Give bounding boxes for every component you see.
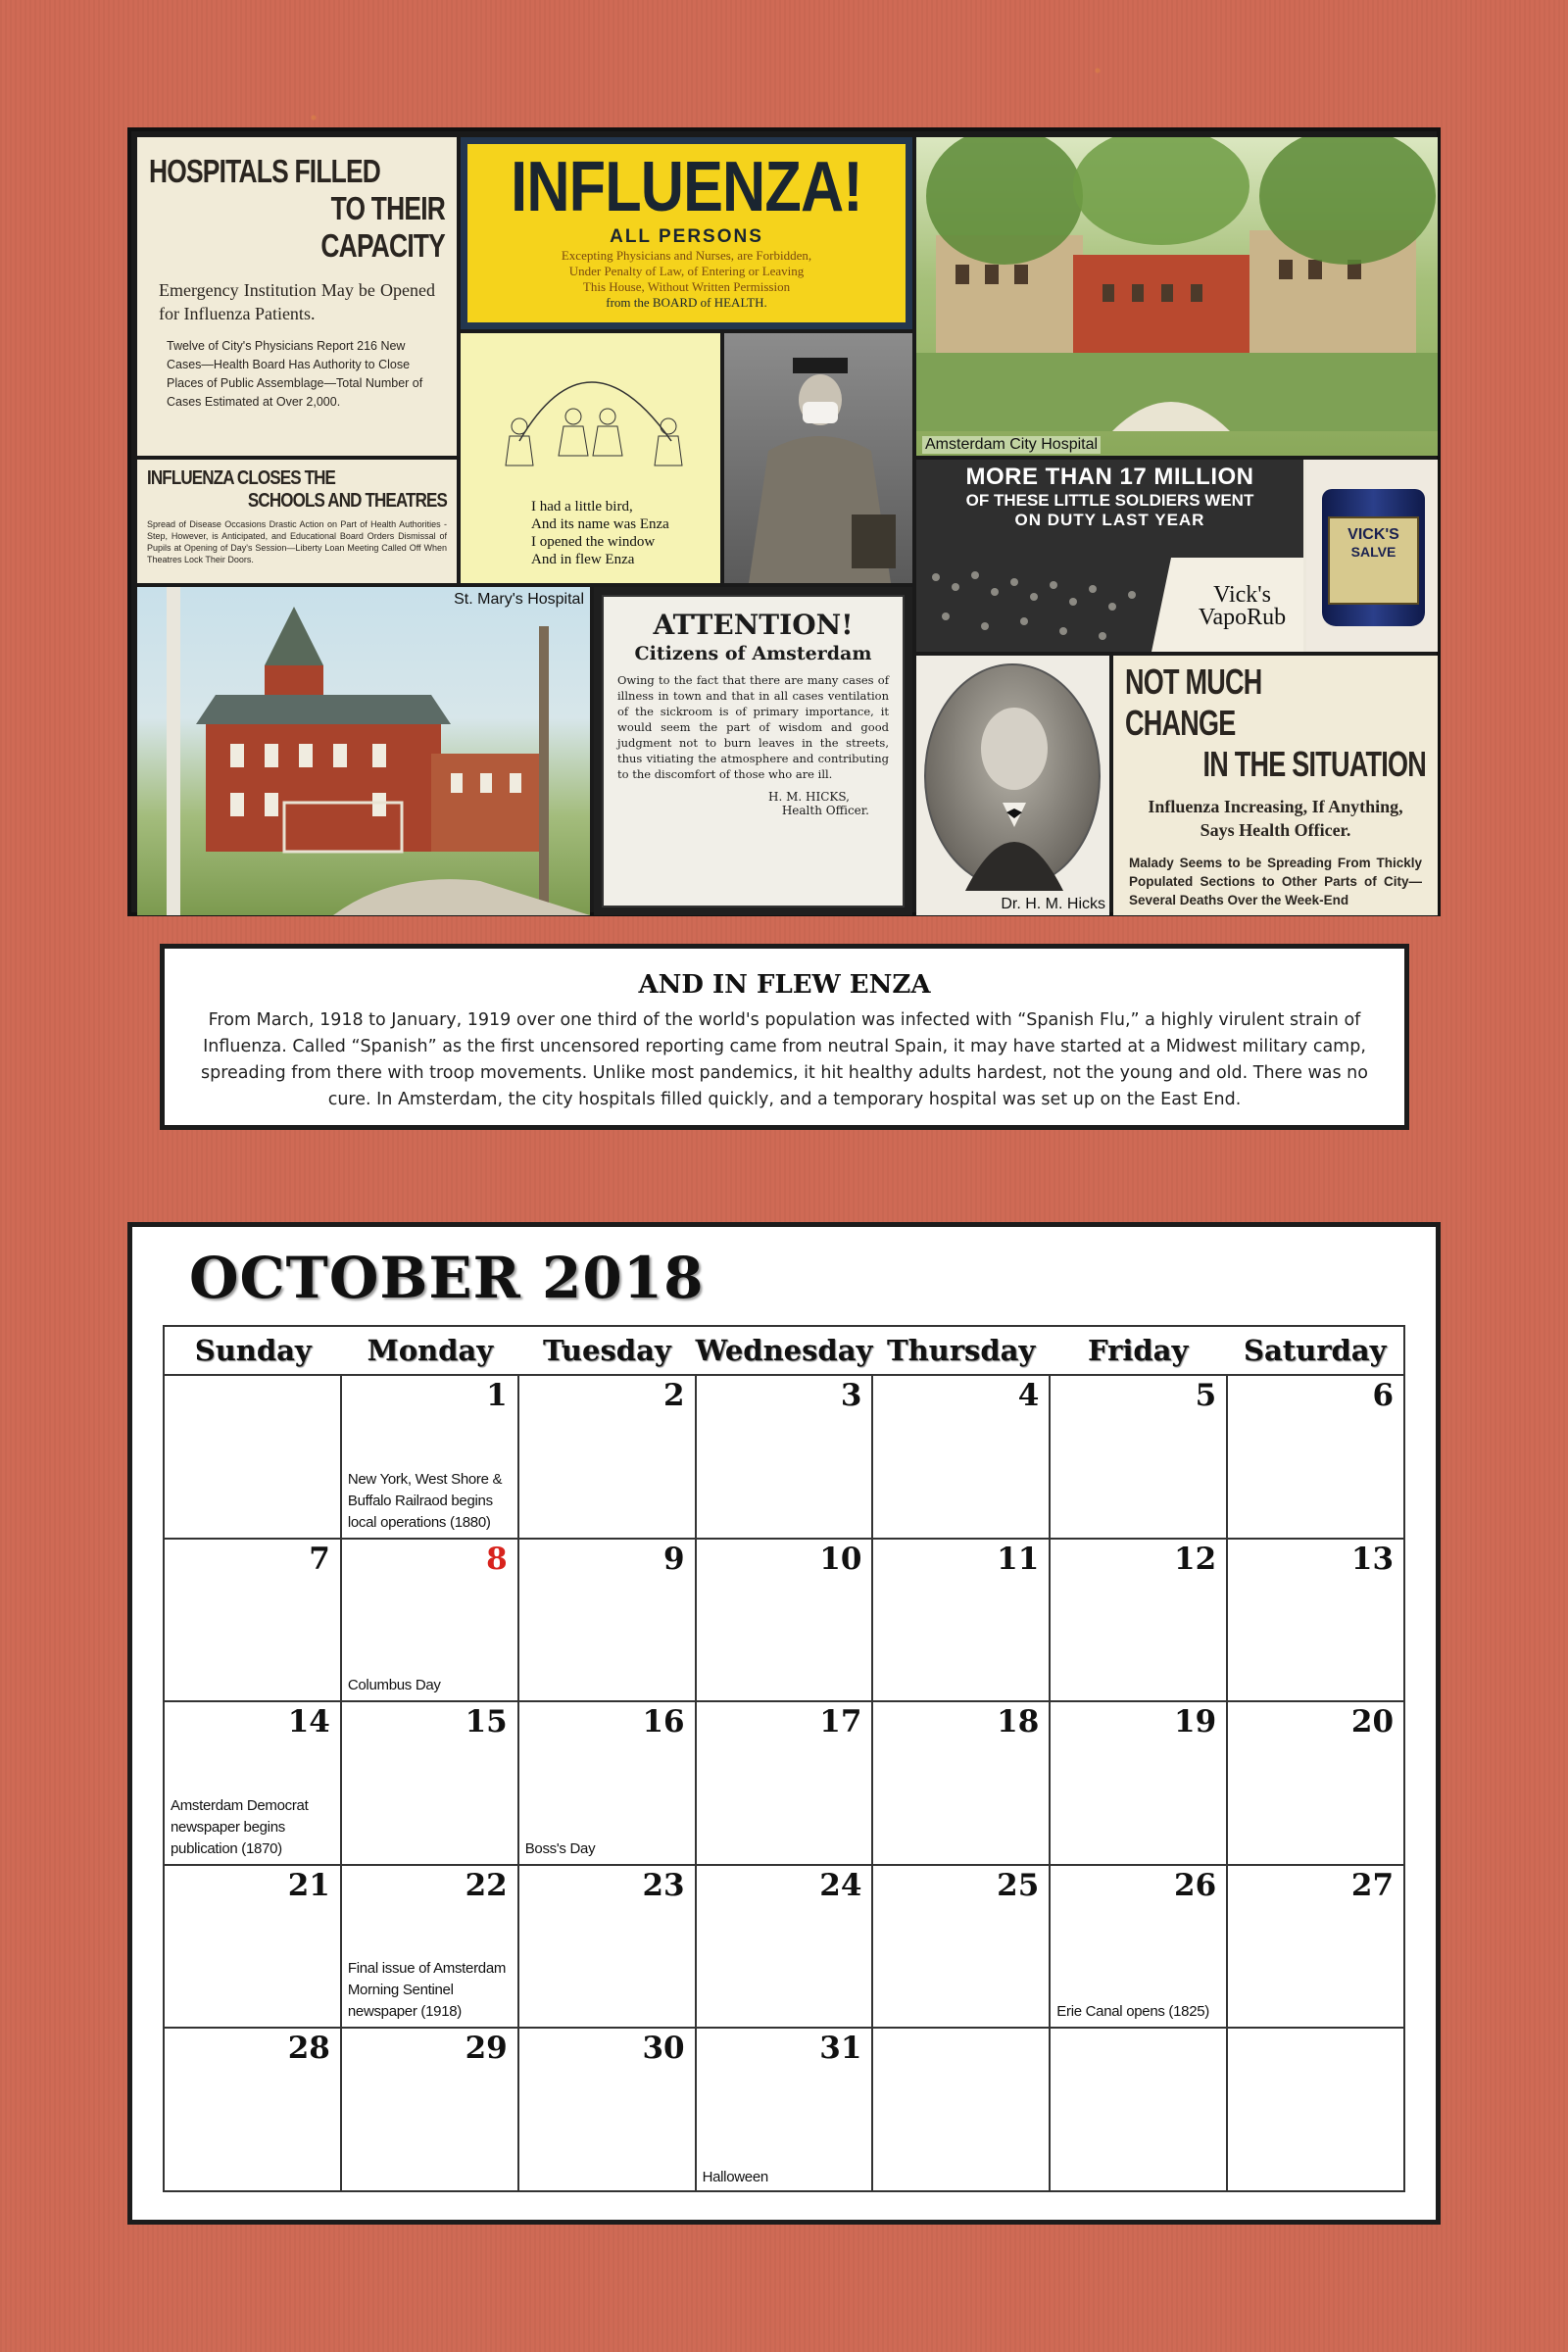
day-number: 14 bbox=[287, 1704, 330, 1740]
poster-inner bbox=[467, 144, 906, 322]
day-event-note: Boss's Day bbox=[524, 1839, 596, 1857]
clipping-headline: SCHOOLS AND THEATRES bbox=[247, 490, 447, 512]
calendar-day-cell bbox=[519, 1702, 697, 1864]
clipping-headline: TO THEIR CAPACITY bbox=[320, 190, 445, 264]
poster-line: Excepting Physicians and Nurses, are Forbidden, bbox=[561, 248, 812, 263]
calendar-day-cell bbox=[1228, 2029, 1403, 2192]
calendar-day-cell bbox=[697, 1866, 874, 2028]
day-number: 10 bbox=[819, 1541, 862, 1577]
day-number: 21 bbox=[287, 1867, 330, 1903]
story-title: AND IN FLEW ENZA bbox=[638, 970, 931, 1000]
weekday-header: Sunday bbox=[194, 1334, 312, 1367]
calendar-day-cell bbox=[165, 2029, 342, 2192]
day-number: 19 bbox=[1174, 1704, 1217, 1740]
day-number: 7 bbox=[309, 1541, 330, 1577]
calendar-day-cell bbox=[873, 1540, 1051, 1701]
day-number: 15 bbox=[465, 1704, 508, 1740]
calendar-day-cell bbox=[165, 1702, 342, 1864]
day-number: 22 bbox=[465, 1867, 508, 1903]
calendar-day-cell bbox=[165, 1540, 342, 1701]
day-number: 29 bbox=[465, 2031, 508, 2067]
rhyme-text bbox=[531, 498, 669, 568]
attention-subheadline: Citizens of Amsterdam bbox=[634, 643, 872, 664]
vicks-brand bbox=[1186, 582, 1298, 631]
calendar-day-cell bbox=[342, 1866, 519, 2028]
vicks-headline: ON DUTY LAST YEAR bbox=[1014, 511, 1205, 529]
calendar-day-cell bbox=[1051, 2029, 1228, 2192]
clipping-subheadline: Emergency Institution May be Opened for Influenza Patients. bbox=[159, 280, 435, 323]
calendar-day-cell bbox=[1228, 1376, 1403, 1538]
calendar-week-row bbox=[165, 2029, 1403, 2192]
jar-label-text: VICK'S bbox=[1348, 526, 1399, 543]
calendar-day-cell bbox=[697, 1376, 874, 1538]
day-number: 8 bbox=[486, 1541, 508, 1577]
rhyme-line: And in flew Enza bbox=[531, 552, 635, 567]
calendar-day-cell bbox=[697, 1702, 874, 1864]
calendar-week-row bbox=[165, 1540, 1403, 1703]
day-number: 6 bbox=[1372, 1378, 1395, 1413]
jar-label bbox=[1328, 516, 1419, 605]
day-event-note: New York, West Shore & Buffalo Railraod begins local operations (1880) bbox=[347, 1470, 503, 1531]
masked-officer-photo bbox=[724, 333, 912, 583]
day-number: 31 bbox=[819, 2031, 862, 2067]
day-event-note: Halloween bbox=[702, 2168, 768, 2185]
city-hospital-photo bbox=[916, 137, 1438, 456]
calendar-day-cell bbox=[1051, 1376, 1228, 1538]
day-number: 9 bbox=[663, 1541, 685, 1577]
weekday-header: Wednesday bbox=[695, 1334, 873, 1367]
clipping-body: Spread of Disease Occasions Drastic Action on Part of Health Authorities - Step, However, is Anticipated, and Educational Board Orders Dismissal of Pupils at Opening of Day's Session—Liberty Loan Meeting Called Off When Theatres Lock Their Doors. bbox=[147, 519, 447, 564]
st-marys-hospital-photo bbox=[137, 587, 590, 915]
vicks-advertisement bbox=[916, 460, 1438, 652]
vicks-headline: MORE THAN 17 MILLION bbox=[965, 464, 1254, 490]
calendar-day-cell bbox=[519, 1866, 697, 2028]
day-number: 23 bbox=[642, 1867, 685, 1903]
calendar-day-cell bbox=[873, 1866, 1051, 2028]
clipping-hospitals-filled bbox=[137, 137, 457, 456]
calendar-day-cell bbox=[1228, 1866, 1403, 2028]
portrait-oval bbox=[924, 663, 1101, 889]
day-number: 11 bbox=[997, 1541, 1040, 1577]
poster-headline: INFLUENZA! bbox=[511, 148, 862, 226]
day-number: 28 bbox=[287, 2031, 330, 2067]
rhyme-line: I opened the window bbox=[531, 534, 656, 550]
day-number: 18 bbox=[997, 1704, 1040, 1740]
vicks-ad-crowd bbox=[916, 460, 1303, 652]
calendar-day-cell bbox=[342, 2029, 519, 2192]
weekday-header-row bbox=[165, 1327, 1403, 1376]
day-number: 27 bbox=[1350, 1867, 1395, 1903]
clipping-body: Twelve of City's Physicians Report 216 New Cases—Health Board Has Authority to Close Places of Public Assemblage—Total Number of Cases Estimated at Over 2,000. bbox=[167, 339, 423, 409]
weekday-header: Friday bbox=[1088, 1334, 1189, 1367]
clipping-not-much-change bbox=[1113, 656, 1438, 915]
attention-notice bbox=[594, 587, 912, 915]
city-hospital-caption: Amsterdam City Hospital bbox=[922, 436, 1101, 454]
day-number: 30 bbox=[642, 2031, 685, 2067]
collage bbox=[127, 127, 1441, 916]
poster-line: ALL PERSONS bbox=[610, 226, 763, 247]
calendar-day-cell bbox=[873, 1702, 1051, 1864]
poster-line: This House, Without Written Permission bbox=[582, 279, 791, 294]
day-number: 4 bbox=[1017, 1378, 1040, 1413]
calendar-weeks bbox=[165, 1376, 1403, 2192]
clipping-headline: INFLUENZA CLOSES THE bbox=[147, 467, 336, 489]
dr-hicks-portrait bbox=[916, 656, 1109, 915]
jar-label-text: SALVE bbox=[1350, 544, 1396, 560]
clipping-headline: HOSPITALS FILLED bbox=[149, 153, 381, 189]
poster-line: from the BOARD of HEALTH. bbox=[606, 295, 767, 310]
calendar-day-cell bbox=[1228, 1702, 1403, 1864]
weekday-header: Tuesday bbox=[543, 1334, 671, 1367]
calendar-day-cell bbox=[519, 1540, 697, 1701]
day-number: 12 bbox=[1174, 1541, 1217, 1577]
calendar-day-cell bbox=[519, 1376, 697, 1538]
st-marys-caption: St. Mary's Hospital bbox=[454, 591, 584, 608]
story-box bbox=[160, 944, 1409, 1130]
day-number: 17 bbox=[819, 1704, 862, 1740]
vicks-brand-name: Vick's bbox=[1213, 582, 1271, 608]
calendar-day-cell bbox=[697, 2029, 874, 2192]
calendar-day-cell bbox=[519, 2029, 697, 2192]
calendar-day-cell bbox=[165, 1866, 342, 2028]
day-number: 2 bbox=[663, 1378, 685, 1413]
calendar-day-cell bbox=[1051, 1540, 1228, 1701]
day-number: 24 bbox=[819, 1867, 862, 1903]
day-number: 26 bbox=[1174, 1867, 1217, 1903]
city-hospital-image bbox=[916, 137, 1438, 431]
day-event-note: Erie Canal opens (1825) bbox=[1056, 2003, 1209, 2021]
portrait-man-image bbox=[926, 665, 1102, 891]
weekday-header: Thursday bbox=[886, 1334, 1036, 1367]
calendar-week-row bbox=[165, 1702, 1403, 1866]
rhyme-line: And its name was Enza bbox=[531, 516, 669, 532]
attention-body: Owing to the fact that there are many cases of illness in town and that in all cases ventilation of the sickroom is of primary importance, it would seem the part of wisdom and good judgment not to burn leaves in the streets, thus vitiating the atmosphere and contributing to the discomfort of those who are ill. bbox=[617, 673, 889, 781]
day-event-note: Columbus Day bbox=[347, 1677, 441, 1694]
clipping-subheadline: Influenza Increasing, If Anything, Says Health Officer. bbox=[1148, 797, 1403, 840]
day-number: 3 bbox=[840, 1378, 862, 1413]
calendar-week-row bbox=[165, 1866, 1403, 2030]
attention-signature: H. M. HICKS, bbox=[768, 790, 850, 804]
calendar-day-cell bbox=[1051, 1866, 1228, 2028]
calendar-week-row bbox=[165, 1376, 1403, 1540]
clipping-headline: NOT MUCH CHANGE bbox=[1125, 662, 1262, 743]
st-marys-hospital-image bbox=[137, 587, 590, 915]
calendar-grid bbox=[163, 1325, 1405, 2192]
calendar-title: OCTOBER 2018 bbox=[189, 1245, 705, 1311]
day-event-note: Final issue of Amsterdam Morning Sentinel newspaper (1918) bbox=[347, 1960, 507, 2021]
vicks-jar bbox=[1306, 460, 1438, 652]
weekday-header: Monday bbox=[367, 1334, 494, 1367]
calendar-day-cell bbox=[873, 2029, 1051, 2192]
clipping-headline: IN THE SITUATION bbox=[1202, 744, 1426, 784]
calendar-day-cell bbox=[165, 1376, 342, 1538]
calendar-day-cell bbox=[342, 1702, 519, 1864]
day-event-note: Amsterdam Democrat newspaper begins publication (1870) bbox=[171, 1796, 309, 1857]
poster-line: Under Penalty of Law, of Entering or Leaving bbox=[568, 264, 805, 278]
day-number: 25 bbox=[997, 1867, 1040, 1903]
attention-headline: ATTENTION! bbox=[653, 609, 854, 641]
vicks-headline-block bbox=[916, 464, 1303, 530]
calendar-day-cell bbox=[1228, 1540, 1403, 1701]
masked-man-image bbox=[724, 333, 912, 583]
calendar bbox=[127, 1222, 1441, 2225]
vicks-headline: OF THESE LITTLE SOLDIERS WENT bbox=[965, 491, 1254, 510]
day-number: 20 bbox=[1350, 1704, 1395, 1740]
day-number: 1 bbox=[486, 1378, 508, 1413]
portrait-caption: Dr. H. M. Hicks bbox=[1001, 896, 1105, 912]
day-number: 13 bbox=[1350, 1541, 1395, 1577]
clipping-body: Malady Seems to be Spreading From Thickly Populated Sections to Other Parts of City—Several Deaths Over the Week-End bbox=[1129, 856, 1422, 907]
day-number: 16 bbox=[642, 1704, 685, 1740]
calendar-day-cell bbox=[342, 1376, 519, 1538]
rhyme-line: I had a little bird, bbox=[531, 499, 633, 514]
vicks-product-name: VapoRub bbox=[1198, 605, 1287, 630]
clipping-influenza-closes bbox=[137, 460, 457, 583]
day-number: 5 bbox=[1195, 1378, 1217, 1413]
calendar-day-cell bbox=[873, 1376, 1051, 1538]
rhyme-illustration bbox=[461, 333, 720, 583]
calendar-day-cell bbox=[1051, 1702, 1228, 1864]
attention-inner bbox=[602, 595, 905, 907]
jump-rope-children-image bbox=[461, 333, 720, 490]
calendar-day-cell bbox=[697, 1540, 874, 1701]
calendar-day-cell bbox=[342, 1540, 519, 1701]
influenza-poster bbox=[461, 137, 912, 329]
attention-signature: Health Officer. bbox=[781, 804, 869, 817]
story-body: From March, 1918 to January, 1919 over one third of the world's population was infected with “Spanish Flu,” a highly virulent strain of Influenza. Called “Spanish” as the first uncensored reporting came from neutral Spain, it may have started at a Midwest military camp, spreading from there with troop movements. Unlike most pandemics, it hit healthy adults hardest, not the young and old. There was no cure. In Amsterdam, the city hospitals filled quickly, and a temporary hospital was set up on the East End. bbox=[201, 1010, 1368, 1109]
weekday-header: Saturday bbox=[1244, 1334, 1387, 1367]
